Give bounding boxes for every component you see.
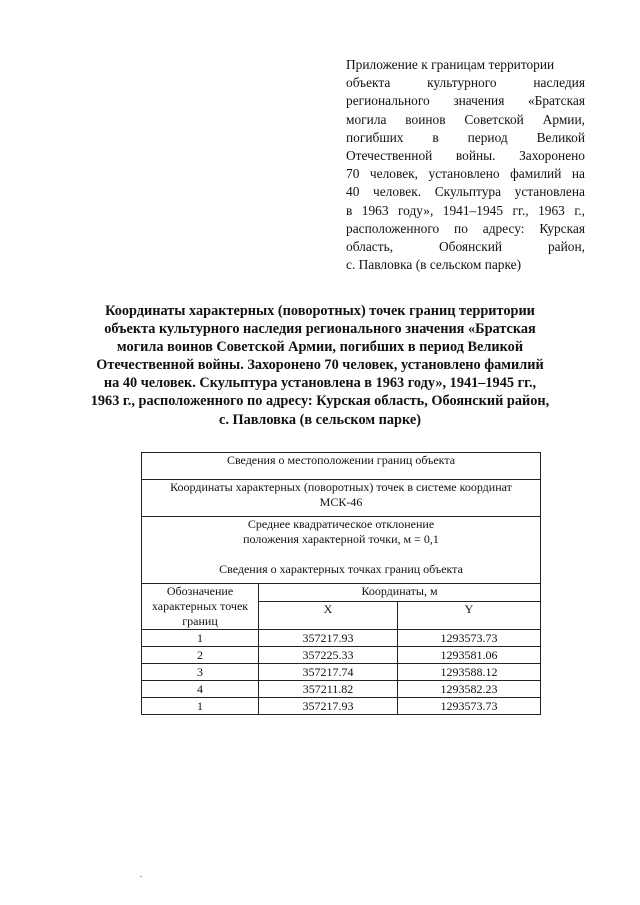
appendix-line: Отечественной войны. Захоронено	[346, 148, 585, 164]
column-header-name-line: Обозначение	[166, 584, 234, 598]
point-y-cell: 1293581.06	[398, 647, 541, 664]
deviation-cell	[142, 517, 541, 584]
point-y-cell: 1293588.12	[398, 664, 541, 681]
coordinate-system-text: Координаты характерных (поворотных) точек в системе координат	[170, 480, 512, 494]
point-x-cell: 357211.82	[259, 681, 398, 698]
deviation-text: Среднее квадратическое отклонение	[247, 517, 435, 531]
point-name-cell: 1	[142, 630, 259, 647]
table-row	[142, 698, 541, 715]
point-name-cell: 4	[142, 681, 259, 698]
point-x-cell: 357217.93	[259, 630, 398, 647]
column-header-y: Y	[398, 601, 541, 629]
column-header-name	[142, 584, 259, 630]
points-title: Сведения о характерных точках границ объекта	[219, 562, 463, 576]
title-line: могила воинов Советской Армии, погибших в период Великой	[116, 339, 524, 356]
table-row-deviation	[142, 517, 541, 584]
appendix-line: область, Обоянский район,	[346, 239, 585, 255]
point-name-cell: 3	[142, 664, 259, 681]
appendix-line: объекта культурного наследия	[346, 75, 585, 91]
appendix-line: с. Павловка (в сельском парке)	[346, 257, 522, 273]
appendix-line: погибших в период Великой	[346, 129, 585, 145]
title-line: Координаты характерных (поворотных) точек границ территории	[105, 303, 535, 319]
appendix-line: 70 человек, установлено фамилий на	[346, 166, 585, 182]
appendix-line: расположенного по адресу: Курская	[346, 220, 585, 236]
scan-speck	[140, 876, 142, 877]
appendix-note	[346, 56, 585, 274]
point-y-cell: 1293573.73	[398, 630, 541, 647]
point-x-cell: 357217.74	[259, 664, 398, 681]
title-line: с. Павловка (в сельском парке)	[219, 411, 421, 428]
table-row	[142, 647, 541, 664]
title-line: на 40 человек. Скульптура установлена в 1963 году», 1941–1945 гг.,	[103, 375, 537, 392]
point-y-cell: 1293573.73	[398, 698, 541, 715]
table-row-location	[142, 453, 541, 480]
point-x-cell: 357217.93	[259, 698, 398, 715]
appendix-line: 40 человек. Скульптура установлена	[346, 184, 585, 200]
table-header-row	[142, 584, 541, 602]
column-header-x: X	[259, 601, 398, 629]
appendix-line: в 1963 году», 1941–1945 гг., 1963 г.,	[346, 202, 585, 218]
appendix-line: регионального значения «Братская	[346, 93, 585, 109]
table-row	[142, 681, 541, 698]
location-title-cell: Сведения о местоположении границ объекта	[142, 453, 541, 480]
column-header-name-line: границ	[182, 614, 218, 628]
point-name-cell: 2	[142, 647, 259, 664]
point-y-cell: 1293582.23	[398, 681, 541, 698]
document-title	[88, 302, 552, 429]
title-line: объекта культурного наследия регионального значения «Братская	[104, 321, 536, 338]
coordinates-table	[141, 452, 541, 715]
column-header-name-line: характерных точек	[151, 599, 249, 613]
deviation-value: положения характерной точки, м = 0,1	[243, 532, 439, 546]
title-line: Отечественной войны. Захоронено 70 человек, установлено фамилий	[96, 357, 544, 374]
title-line: 1963 г., расположенного по адресу: Курская область, Обоянский район,	[90, 393, 550, 410]
appendix-line: могила воинов Советской Армии,	[346, 111, 585, 127]
table-row	[142, 630, 541, 647]
point-x-cell: 357225.33	[259, 647, 398, 664]
appendix-line: Приложение к границам территории	[346, 57, 555, 72]
column-header-coordinates: Координаты, м	[259, 584, 541, 602]
coordinate-system-name: МСК-46	[319, 495, 363, 509]
coordinate-system-cell	[142, 480, 541, 517]
table-row	[142, 664, 541, 681]
point-name-cell: 1	[142, 698, 259, 715]
table-row-system	[142, 480, 541, 517]
